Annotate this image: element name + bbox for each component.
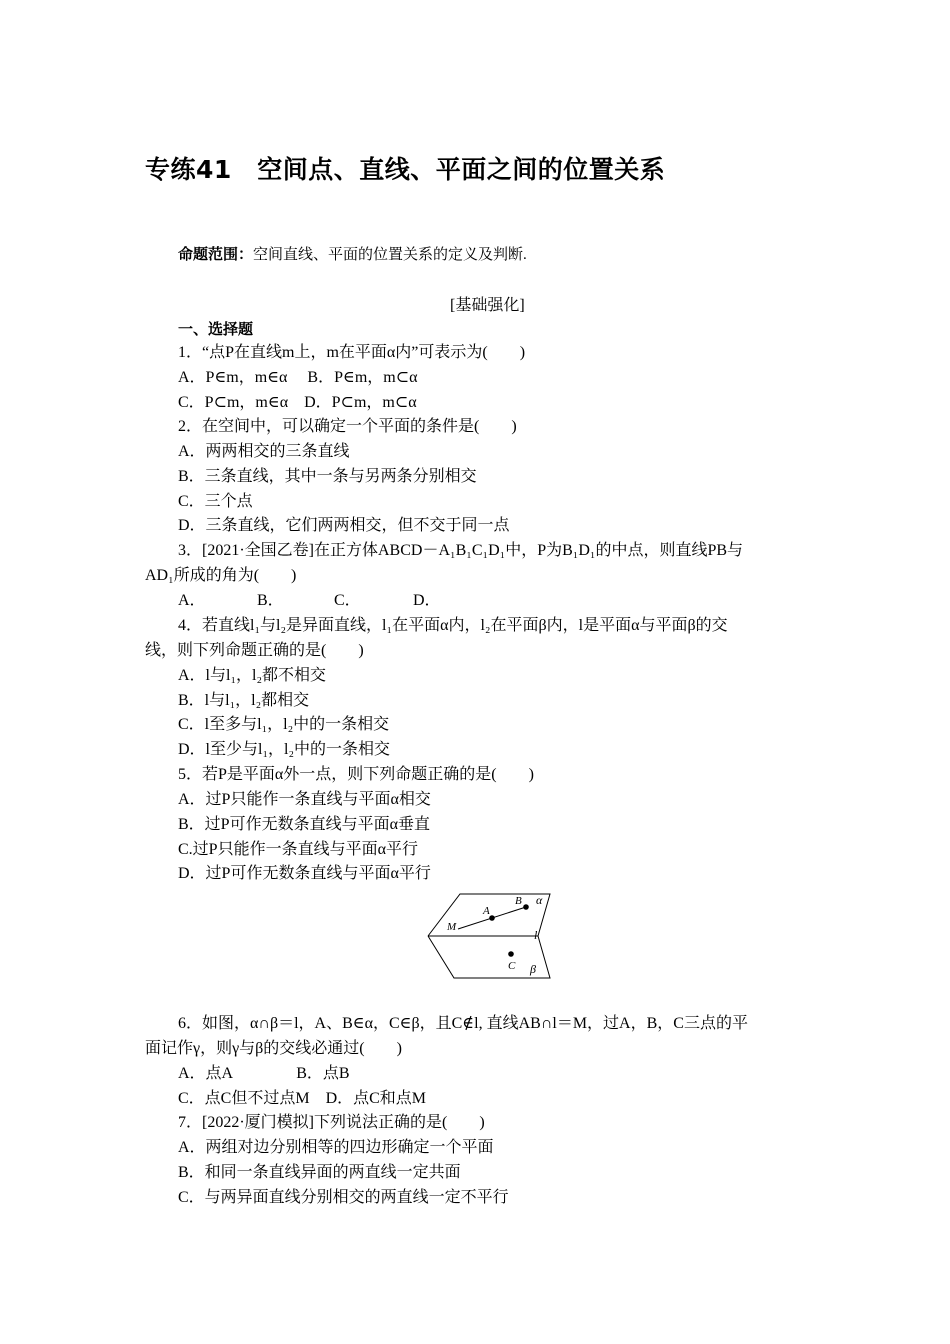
q2-stem: 2．在空间中，可以确定一个平面的条件是( )	[178, 418, 517, 435]
q4-option-a: A．l与l₁，l₂都不相交	[178, 667, 327, 684]
q3-option-d: D．	[413, 592, 441, 609]
q1-options-cd: C．P⊂m，m∈α D．P⊂m，m⊂α	[178, 394, 417, 411]
label-a: A	[483, 905, 490, 917]
q5-option-d: D．过P可作无数条直线与平面α平行	[178, 865, 431, 882]
q5-stem: 5．若P是平面α外一点，则下列命题正确的是( )	[178, 766, 534, 783]
label-m: M	[447, 921, 457, 933]
q7-option-b: B．和同一条直线异面的两直线一定共面	[178, 1164, 461, 1181]
q3-option-b: B．	[257, 592, 284, 609]
q7-option-c: C．与两异面直线分别相交的两直线一定不平行	[178, 1189, 509, 1206]
label-beta: β	[530, 962, 536, 976]
scope-text: 空间直线、平面的位置关系的定义及判断.	[253, 247, 527, 263]
two-planes-figure	[420, 888, 560, 984]
q3-stem-line1: 3．[2021·全国乙卷]在正方体ABCD－A₁B₁C₁D₁中，P为B₁D₁的中点，则直线PB与	[178, 542, 744, 559]
part-heading: 一、选择题	[178, 320, 254, 338]
q5-option-a: A．过P只能作一条直线与平面α相交	[178, 791, 431, 808]
q6-options-ab: A．点A B．点B	[178, 1065, 350, 1082]
q2-option-a: A．两两相交的三条直线	[178, 443, 350, 460]
scope-line	[178, 243, 527, 264]
section-heading: [基础强化]	[450, 297, 525, 314]
q6-stem-line1: 6．如图，α∩β＝l，A、B∈α，C∈β，且C∉l, 直线AB∩l＝M，过A，B，C三点的平	[178, 1015, 748, 1032]
label-c: C	[508, 960, 516, 972]
q4-option-d: D．l至少与l₁，l₂中的一条相交	[178, 741, 391, 758]
q3-option-a: A．	[178, 592, 206, 609]
q5-option-c: C.过P只能作一条直线与平面α平行	[178, 841, 418, 858]
q1-options-ab: A．P∈m，m∈α B．P∈m，m⊂α	[178, 369, 418, 386]
q2-option-c: C．三个点	[178, 493, 253, 510]
q7-option-a: A．两组对边分别相等的四边形确定一个平面	[178, 1139, 494, 1156]
q4-option-b: B．l与l₁，l₂都相交	[178, 692, 310, 709]
page-title: 专练41 空间点、直线、平面之间的位置关系	[145, 155, 666, 184]
point-b	[523, 904, 529, 910]
label-l: l	[534, 928, 538, 942]
q4-option-c: C．l至多与l₁，l₂中的一条相交	[178, 716, 390, 733]
label-alpha: α	[536, 893, 543, 907]
q7-stem: 7．[2022·厦门模拟]下列说法正确的是( )	[178, 1114, 485, 1131]
point-a	[489, 915, 495, 921]
q3-option-c: C．	[334, 592, 361, 609]
q2-option-b: B．三条直线，其中一条与另两条分别相交	[178, 468, 477, 485]
label-b: B	[515, 895, 522, 907]
q4-stem-line1: 4．若直线l₁与l₂是异面直线，l₁在平面α内，l₂在平面β内，l是平面α与平面β的交	[178, 617, 728, 634]
q4-stem-line2: 线，则下列命题正确的是( )	[145, 642, 364, 659]
q2-option-d: D．三条直线，它们两两相交，但不交于同一点	[178, 517, 510, 534]
q3-stem-line2: AD₁所成的角为( )	[145, 567, 297, 584]
q1-stem: 1．“点P在直线m上，m在平面α内”可表示为( )	[178, 344, 526, 361]
q5-option-b: B．过P可作无数条直线与平面α垂直	[178, 816, 430, 833]
q6-options-cd: C．点C但不过点M D．点C和点M	[178, 1090, 427, 1107]
point-c	[508, 951, 514, 957]
q6-stem-line2: 面记作γ，则γ与β的交线必通过( )	[145, 1040, 402, 1057]
scope-label: 命题范围：	[178, 245, 254, 263]
